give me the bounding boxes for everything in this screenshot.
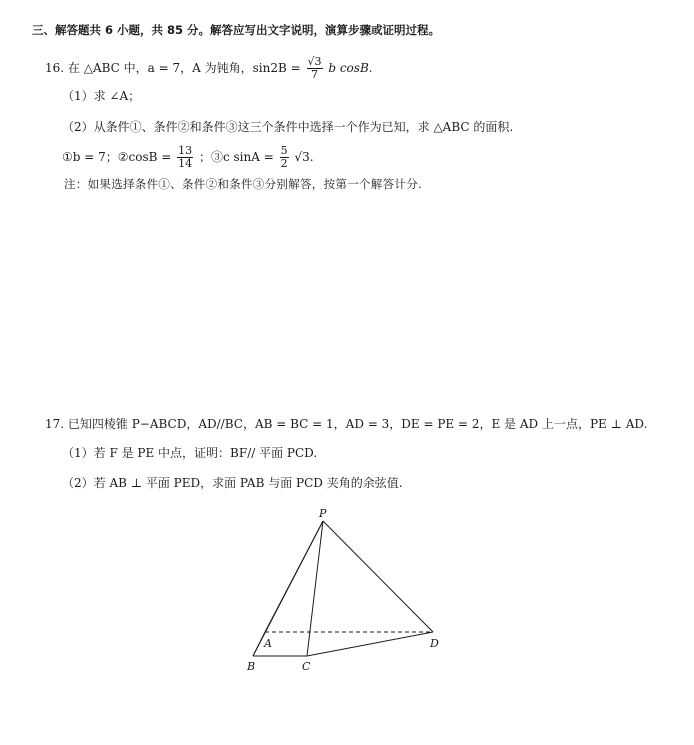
q16-note: 注：如果选择条件①、条件②和条件③分别解答，按第一个解答计分. bbox=[64, 177, 422, 191]
q16-cond-fraction-den: 14 bbox=[178, 157, 193, 170]
q16-number: 16. bbox=[45, 61, 65, 75]
q16-cond-c: √3. bbox=[294, 150, 314, 164]
label-C: C bbox=[302, 660, 311, 673]
q16-part2: （2）从条件①、条件②和条件③这三个条件中选择一个作为已知，求 △ABC 的面积. bbox=[62, 120, 514, 134]
q16-part1: （1）求 ∠A； bbox=[62, 89, 141, 103]
q16-cond2-fraction-den: 2 bbox=[280, 157, 288, 170]
label-P: P bbox=[319, 507, 327, 520]
edge-PD bbox=[323, 521, 433, 632]
q16-cond2-fraction-num: 5 bbox=[280, 144, 288, 157]
q16-fraction-den: 7 bbox=[311, 68, 318, 81]
q16-cond-fraction-num: 13 bbox=[178, 144, 193, 157]
q16-cond-b: ；③c sinA = bbox=[198, 150, 274, 164]
label-A: A bbox=[264, 637, 272, 650]
edge-PC bbox=[307, 521, 323, 656]
edge-CD bbox=[307, 632, 433, 656]
label-B: B bbox=[247, 660, 256, 673]
q16-stem-tail: b cosB. bbox=[328, 61, 373, 75]
section-heading: 三、解答题共 6 小题，共 85 分。解答应写出文字说明，演算步骤或证明过程。 bbox=[32, 23, 441, 37]
q17-part2: （2）若 AB ⊥ 平面 PED，求面 PAB 与面 PCD 夹角的余弦值. bbox=[62, 476, 403, 490]
q16-stem-text: 在 △ABC 中，a = 7，A 为钝角，sin2B = bbox=[67, 61, 301, 75]
q17-part1: （1）若 F 是 PE 中点，证明：BF// 平面 PCD. bbox=[62, 446, 318, 460]
q16-cond-a: ①b = 7；②cosB = bbox=[62, 150, 172, 164]
q17-stem: 17. 已知四棱锥 P−ABCD，AD//BC，AB = BC = 1，AD = 3，DE = PE = 2，E 是 AD 上一点，PE ⊥ AD. bbox=[45, 417, 648, 431]
q16-fraction-num: √3 bbox=[307, 55, 322, 68]
label-D: D bbox=[430, 637, 439, 650]
